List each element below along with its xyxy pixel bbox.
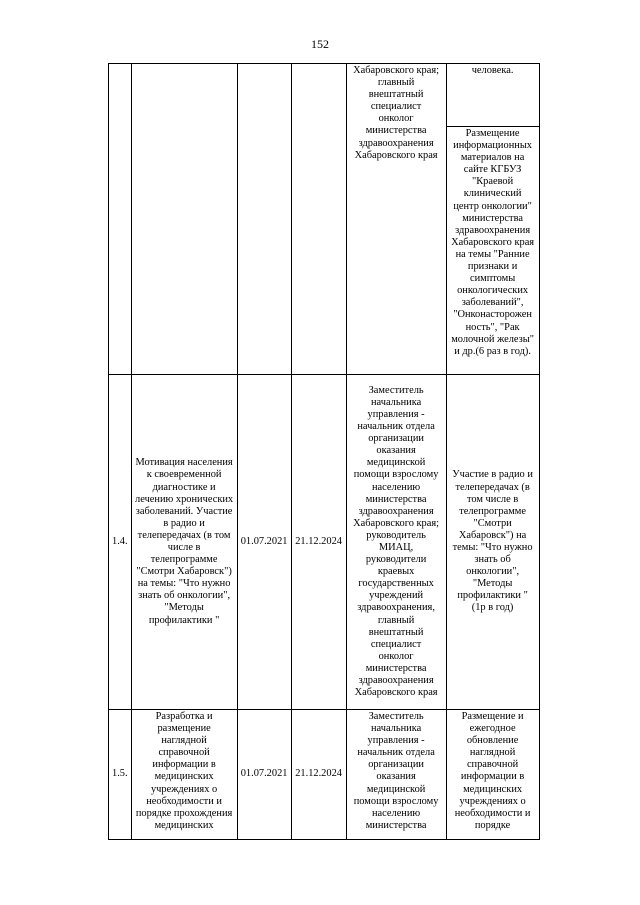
activities-table	[108, 63, 540, 840]
responsible-cell: Заместитель начальника управления - начальник отдела организации оказания медицинской помощи взрослому населению министерства здравоохранения Хабаровского края; руководитель МИАЦ, руководители краевых государственных учреждений здравоохранения, главный внештатный специалист онколог министерства здравоохранения Хабаровского края	[346, 375, 446, 710]
result-cell: человека.	[446, 64, 539, 127]
end-date-cell: 21.12.2024	[291, 710, 346, 840]
result-cell: Размещение и ежегодное обновление наглядной справочной информации в медицинских учреждениях о необходимости и порядке	[446, 710, 539, 840]
table-row	[109, 375, 540, 710]
row-number-cell	[109, 64, 132, 375]
result-cell: Участие в радио и телепередачах (в том числе в телепрограмме "Смотри Хабаровск") на темы: "Что нужно знать об онкологии", "Методы профилактики " (1р в год)	[446, 375, 539, 710]
table-row	[109, 710, 540, 840]
start-date-cell	[237, 64, 291, 375]
end-date-cell	[291, 64, 346, 375]
activity-cell: Мотивация населения к своевременной диагностике и лечению хронических заболеваний. Участие в радио и телепередачах (в том числе в телепрограмме "Смотри Хабаровск") на темы: "Что нужно знать об онкологии", "Методы профилактики "	[131, 375, 237, 710]
activity-cell: Разработка и размещение наглядной справочной информации в медицинских учреждениях о необходимости и порядке прохождения медицинских	[131, 710, 237, 840]
row-number-cell: 1.5.	[109, 710, 132, 840]
start-date-cell: 01.07.2021	[237, 375, 291, 710]
row-number-cell: 1.4.	[109, 375, 132, 710]
activity-cell	[131, 64, 237, 375]
table-row	[109, 64, 540, 127]
page-number: 152	[311, 37, 329, 51]
result-cell: Размещение информационных материалов на сайте КГБУЗ "Краевой клинический центр онкологии" министерства здравоохранения Хабаровского края на темы "Ранние признаки и симптомы онкологических заболеваний", "Онконасторожен ность", "Рак молочной железы" и др.(6 раз в год).	[446, 127, 539, 375]
responsible-cell: Хабаровского края; главный внештатный специалист онколог министерства здравоохранения Хабаровского края	[346, 64, 446, 375]
start-date-cell: 01.07.2021	[237, 710, 291, 840]
end-date-cell: 21.12.2024	[291, 375, 346, 710]
responsible-cell: Заместитель начальника управления - начальник отдела организации оказания медицинской помощи взрослому населению министерства	[346, 710, 446, 840]
